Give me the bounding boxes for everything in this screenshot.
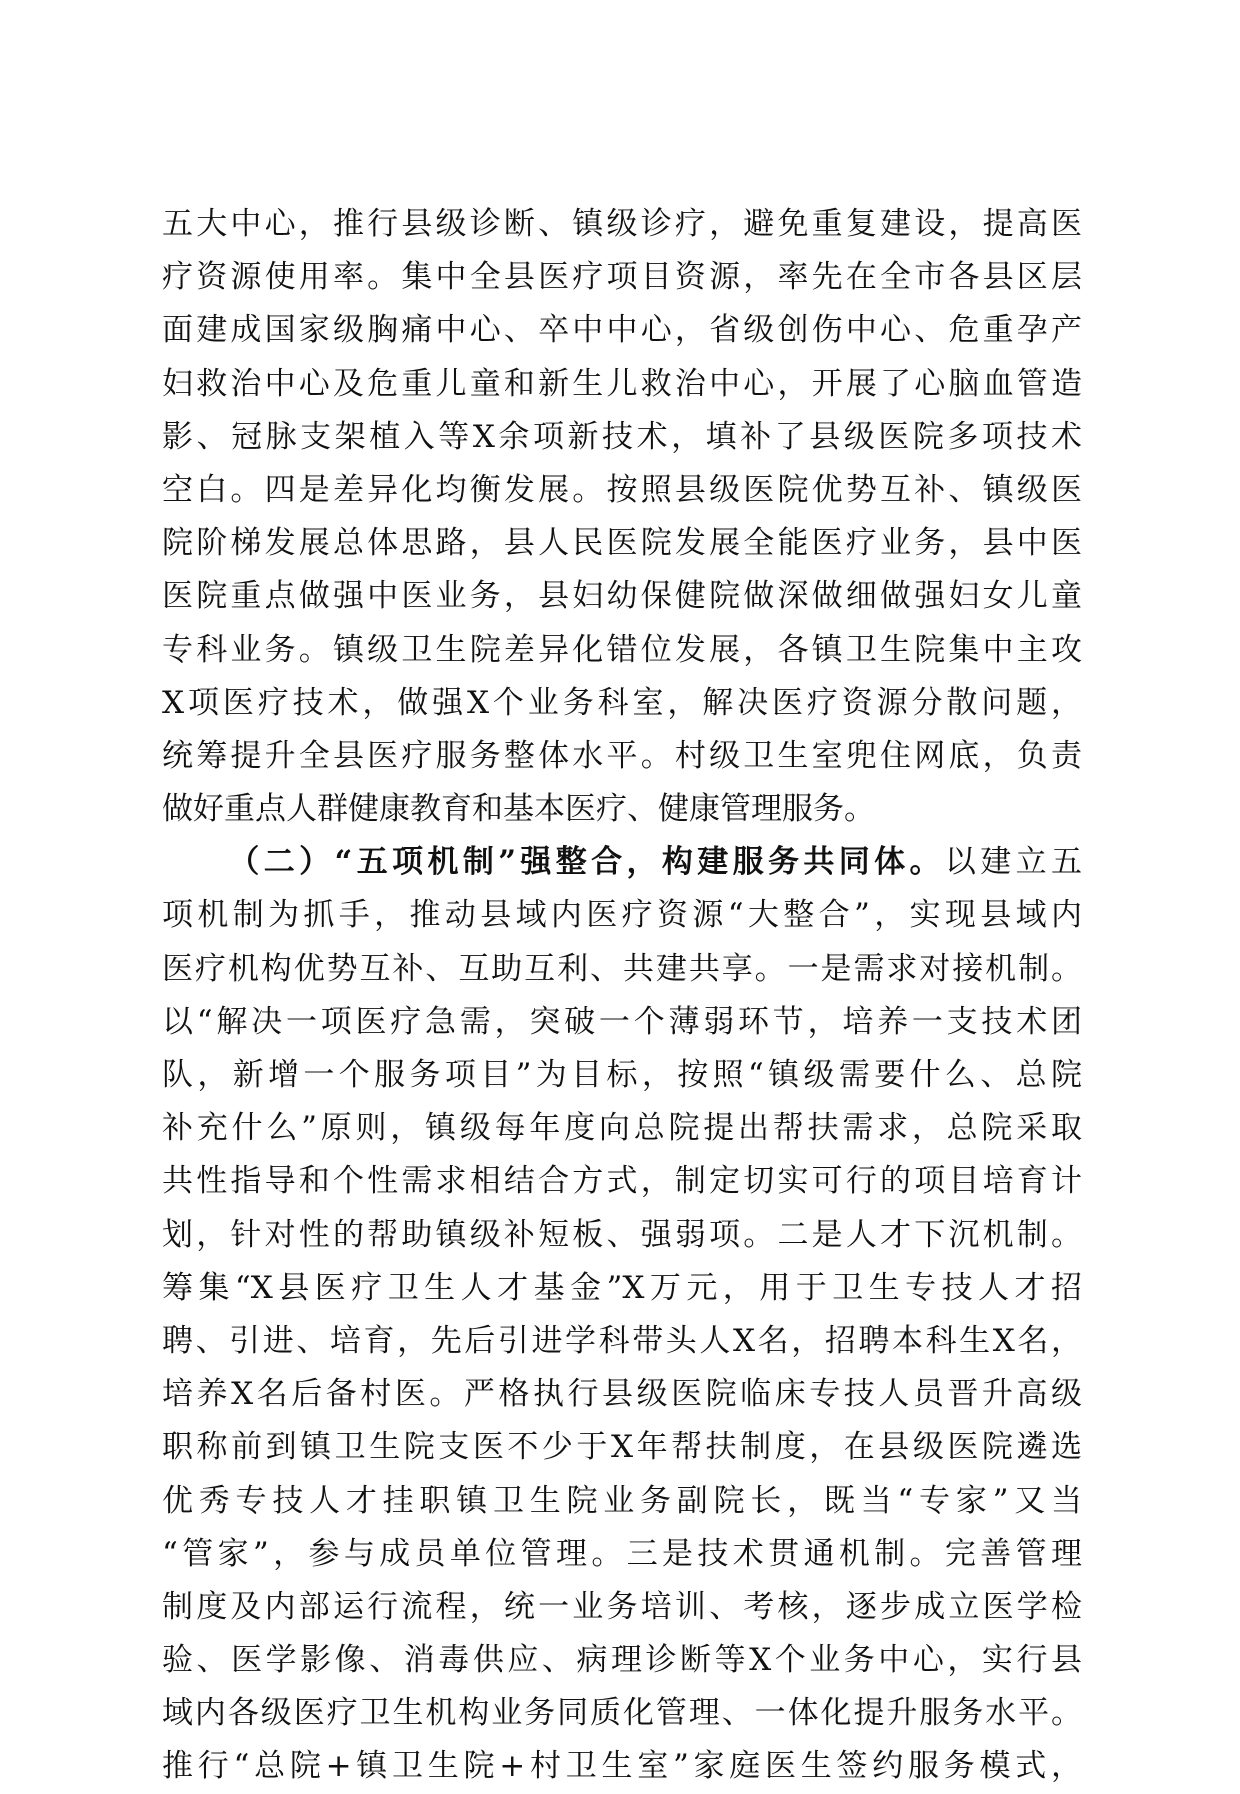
text-line: 制度及内部运行流程，统一业务培训、考核，逐步成立医学检 (162, 1588, 1082, 1625)
text-line: 五大中心，推行县级诊断、镇级诊疗，避免重复建设，提高医 (162, 206, 1082, 242)
text-line: 验、医学影像、消毒供应、病理诊断等X个业务中心，实行县 (162, 1642, 1082, 1679)
text-line: “管家”，参与成员单位管理。三是技术贯通机制。完善管理 (162, 1535, 1082, 1572)
text-line: 聘、引进、培育，先后引进学科带头人X名，招聘本科生X名， (162, 1322, 1082, 1359)
text-line: 统筹提升全县医疗服务整体水平。村级卫生室兜住网底，负责 (162, 737, 1082, 774)
text-line: 队，新增一个服务项目”为目标，按照“镇级需要什么、总院 (162, 1057, 1082, 1093)
text-line: 专科业务。镇级卫生院差异化错位发展，各镇卫生院集中主攻 (162, 631, 1082, 668)
text-line: 面建成国家级胸痛中心、卒中中心，省级创伤中心、危重孕产 (162, 312, 1082, 349)
text-line: 空白。四是差异化均衡发展。按照县级医院优势互补、镇级医 (162, 471, 1082, 508)
text-line: 疗资源使用率。集中全县医疗项目资源，率先在全市各县区层 (162, 259, 1082, 296)
text-line: 影、冠脉支架植入等X余项新技术，填补了县级医院多项技术 (162, 418, 1082, 455)
text-line: 妇救治中心及危重儿童和新生儿救治中心，开展了心脑血管造 (162, 365, 1082, 402)
text-line: X项医疗技术，做强X个业务科室，解决医疗资源分散问题， (162, 684, 1082, 721)
text-line: 做好重点人群健康教育和基本医疗、健康管理服务。 (162, 791, 875, 828)
section-heading: （二）“五项机制”强整合，构建服务共同体。 (224, 844, 945, 881)
section-first-line-text: 以建立五 (944, 844, 1082, 881)
text-line: 培养X名后备村医。严格执行县级医院临床专技人员晋升高级 (162, 1376, 1082, 1413)
text-line: 以“解决一项医疗急需，突破一个薄弱环节，培养一支技术团 (162, 1003, 1082, 1040)
document-body (162, 198, 1082, 1794)
text-line: 项机制为抓手，推动县域内医疗资源“大整合”，实现县域内 (162, 897, 1082, 934)
text-line: 域内各级医疗卫生机构业务同质化管理、一体化提升服务水平。 (162, 1695, 1082, 1732)
text-line: 划，针对性的帮助镇级补短板、强弱项。二是人才下沉机制。 (162, 1216, 1082, 1253)
text-line: 推行“总院+镇卫生院+村卫生室”家庭医生签约服务模式， (162, 1748, 1082, 1785)
text-line: 补充什么”原则，镇级每年度向总院提出帮扶需求，总院采取 (162, 1110, 1082, 1147)
text-line: 优秀专技人才挂职镇卫生院业务副院长，既当“专家”又当 (162, 1482, 1082, 1519)
text-line: 筹集“X县医疗卫生人才基金”X万元，用于卫生专技人才招 (162, 1269, 1082, 1306)
text-line: 院阶梯发展总体思路，县人民医院发展全能医疗业务，县中医 (162, 525, 1082, 562)
section-first-line (162, 836, 1082, 889)
text-line: 医院重点做强中医业务，县妇幼保健院做深做细做强妇女儿童 (162, 578, 1082, 615)
text-line: 职称前到镇卫生院支医不少于X年帮扶制度，在县级医院遴选 (162, 1429, 1082, 1466)
text-line: 共性指导和个性需求相结合方式，制定切实可行的项目培育计 (162, 1163, 1082, 1200)
text-line: 医疗机构优势互补、互助互利、共建共享。一是需求对接机制。 (162, 950, 1082, 987)
